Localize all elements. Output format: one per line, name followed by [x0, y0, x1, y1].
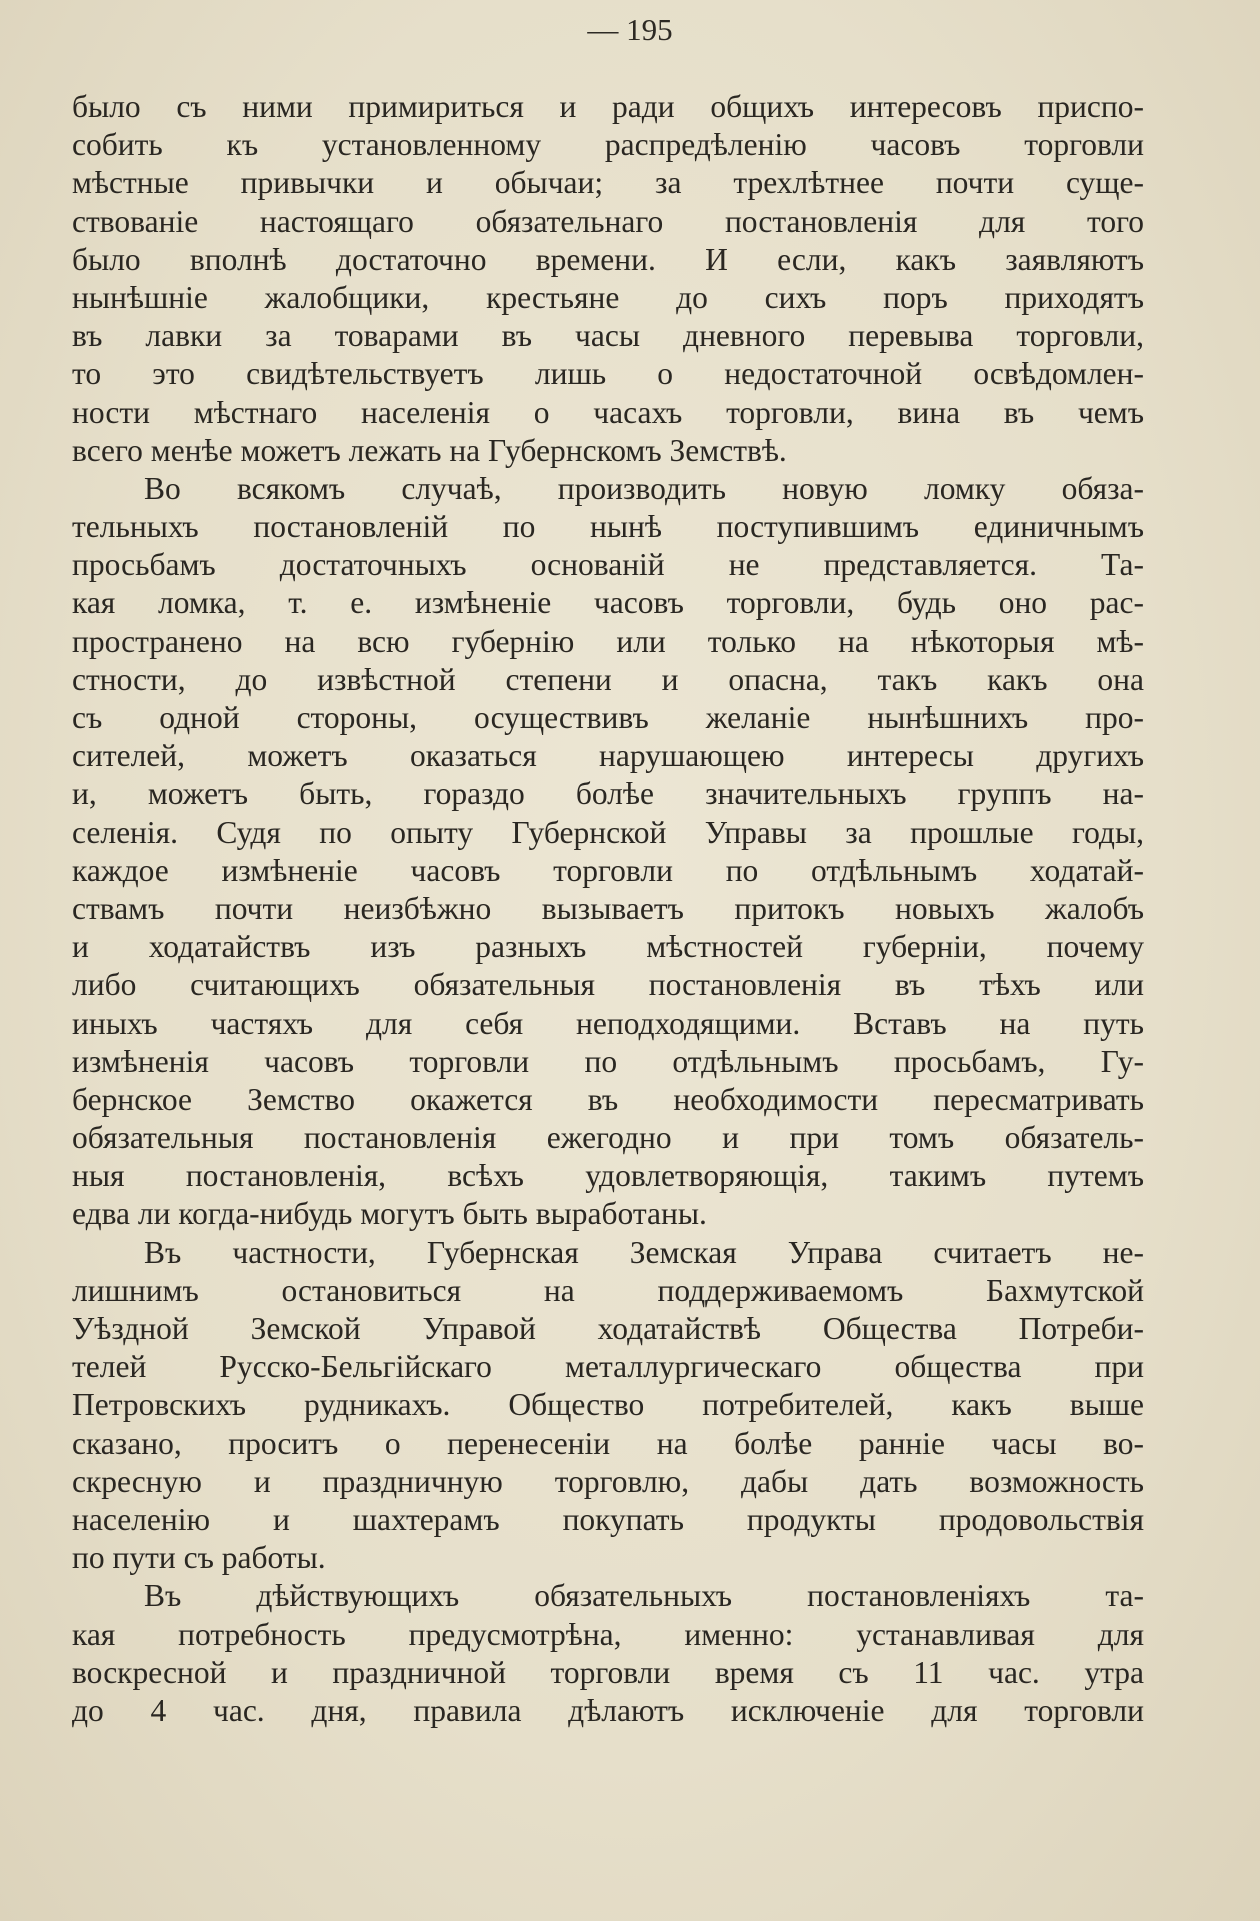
text-line: обязательныя постановленія ежегодно и при томъ обязатель- — [72, 1120, 1144, 1156]
text-line: Уѣздной Земской Управой ходатайствѣ Общества Потреби- — [72, 1311, 1144, 1346]
text-line: съ одной стороны, осуществивъ желаніе нынѣшнихъ про- — [72, 700, 1144, 735]
text-line: сителей, можетъ оказаться нарушающею интересы другихъ — [72, 738, 1144, 774]
text-line: нынѣшніе жалобщики, крестьяне до сихъ поръ приходятъ — [72, 279, 1144, 315]
text-line: ствованіе настоящаго обязательнаго постановленія для того — [72, 203, 1144, 239]
text-line: сказано, проситъ о перенесеніи на болѣе ранніе часы во- — [72, 1425, 1144, 1461]
text-line: просьбамъ достаточныхъ основаній не представляется. Та- — [72, 547, 1144, 583]
text-line: было съ ними примириться и ради общихъ интересовъ приспо- — [72, 89, 1144, 124]
body-text — [72, 88, 1144, 1730]
text-line: измѣненія часовъ торговли по отдѣльнымъ просьбамъ, Гу- — [72, 1043, 1144, 1079]
text-line: бернское Земство окажется въ необходимости пересматривать — [72, 1081, 1144, 1117]
text-line: и, можетъ быть, гораздо болѣе значительныхъ группъ на- — [72, 776, 1144, 812]
text-line: тельныхъ постановленій по нынѣ поступившимъ единичнымъ — [72, 509, 1144, 545]
text-line: собить къ установленному распредѣленію часовъ торговли — [72, 127, 1144, 163]
text-line: въ лавки за товарами въ часы дневного перевыва торговли, — [72, 318, 1144, 354]
text-line: селенія. Судя по опыту Губернской Управы за прошлые годы, — [72, 814, 1144, 850]
text-line: лишнимъ остановиться на поддерживаемомъ Бахмутской — [72, 1272, 1144, 1308]
text-line: до 4 час. дня, правила дѣлаютъ исключеніе для торговли — [72, 1692, 1144, 1728]
text-line: кая ломка, т. е. измѣненіе часовъ торговли, будь оно рас- — [72, 585, 1144, 621]
text-line: стности, до извѣстной степени и опасна, такъ какъ она — [72, 661, 1144, 697]
text-line: всего менѣе можетъ лежать на Губернскомъ Земствѣ. — [72, 432, 787, 468]
text-line: и ходатайствъ изъ разныхъ мѣстностей губерніи, почему — [72, 929, 1144, 965]
page-number: — 195 — [587, 12, 673, 47]
text-line: каждое измѣненіе часовъ торговли по отдѣльнымъ ходатай- — [72, 852, 1144, 888]
text-line: ныя постановленія, всѣхъ удовлетворяющія, такимъ путемъ — [72, 1158, 1144, 1194]
text-line: то это свидѣтельствуетъ лишь о недостаточной освѣдомлен- — [72, 356, 1144, 392]
text-line: воскресной и праздничной торговли время съ 11 час. утра — [72, 1654, 1144, 1690]
text-line: скресную и праздничную торговлю, дабы дать возможность — [72, 1463, 1144, 1499]
text-line: либо считающихъ обязательныя постановленія въ тѣхъ или — [72, 967, 1144, 1003]
text-line: ствамъ почти неизбѣжно вызываетъ притокъ новыхъ жалобъ — [72, 890, 1144, 926]
text-line: Во всякомъ случаѣ, производить новую ломку обяза- — [144, 470, 1144, 506]
text-line: иныхъ частяхъ для себя неподходящими. Вставъ на путь — [72, 1005, 1144, 1041]
text-line: было вполнѣ достаточно времени. И если, какъ заявляютъ — [72, 241, 1144, 277]
text-line: едва ли когда-нибудь могутъ быть выработаны. — [72, 1196, 707, 1232]
text-line: по пути съ работы. — [72, 1540, 326, 1576]
text-line: мѣстные привычки и обычаи; за трехлѣтнее почти суще- — [72, 165, 1144, 201]
text-line: Въ частности, Губернская Земская Управа считаетъ не- — [144, 1234, 1144, 1270]
text-line: населенію и шахтерамъ покупать продукты продовольствія — [72, 1501, 1144, 1537]
text-line: Петровскихъ рудникахъ. Общество потребителей, какъ выше — [72, 1387, 1144, 1423]
text-line: кая потребность предусмотрѣна, именно: устанавливая для — [72, 1616, 1144, 1652]
text-line: ности мѣстнаго населенія о часахъ торговли, вина въ чемъ — [72, 394, 1144, 430]
text-line: Въ дѣйствующихъ обязательныхъ постановленіяхъ та- — [144, 1578, 1144, 1614]
text-line: пространено на всю губернію или только на нѣкоторыя мѣ- — [72, 623, 1144, 659]
text-line: телей Русско-Бельгійскаго металлургическаго общества при — [72, 1349, 1144, 1385]
